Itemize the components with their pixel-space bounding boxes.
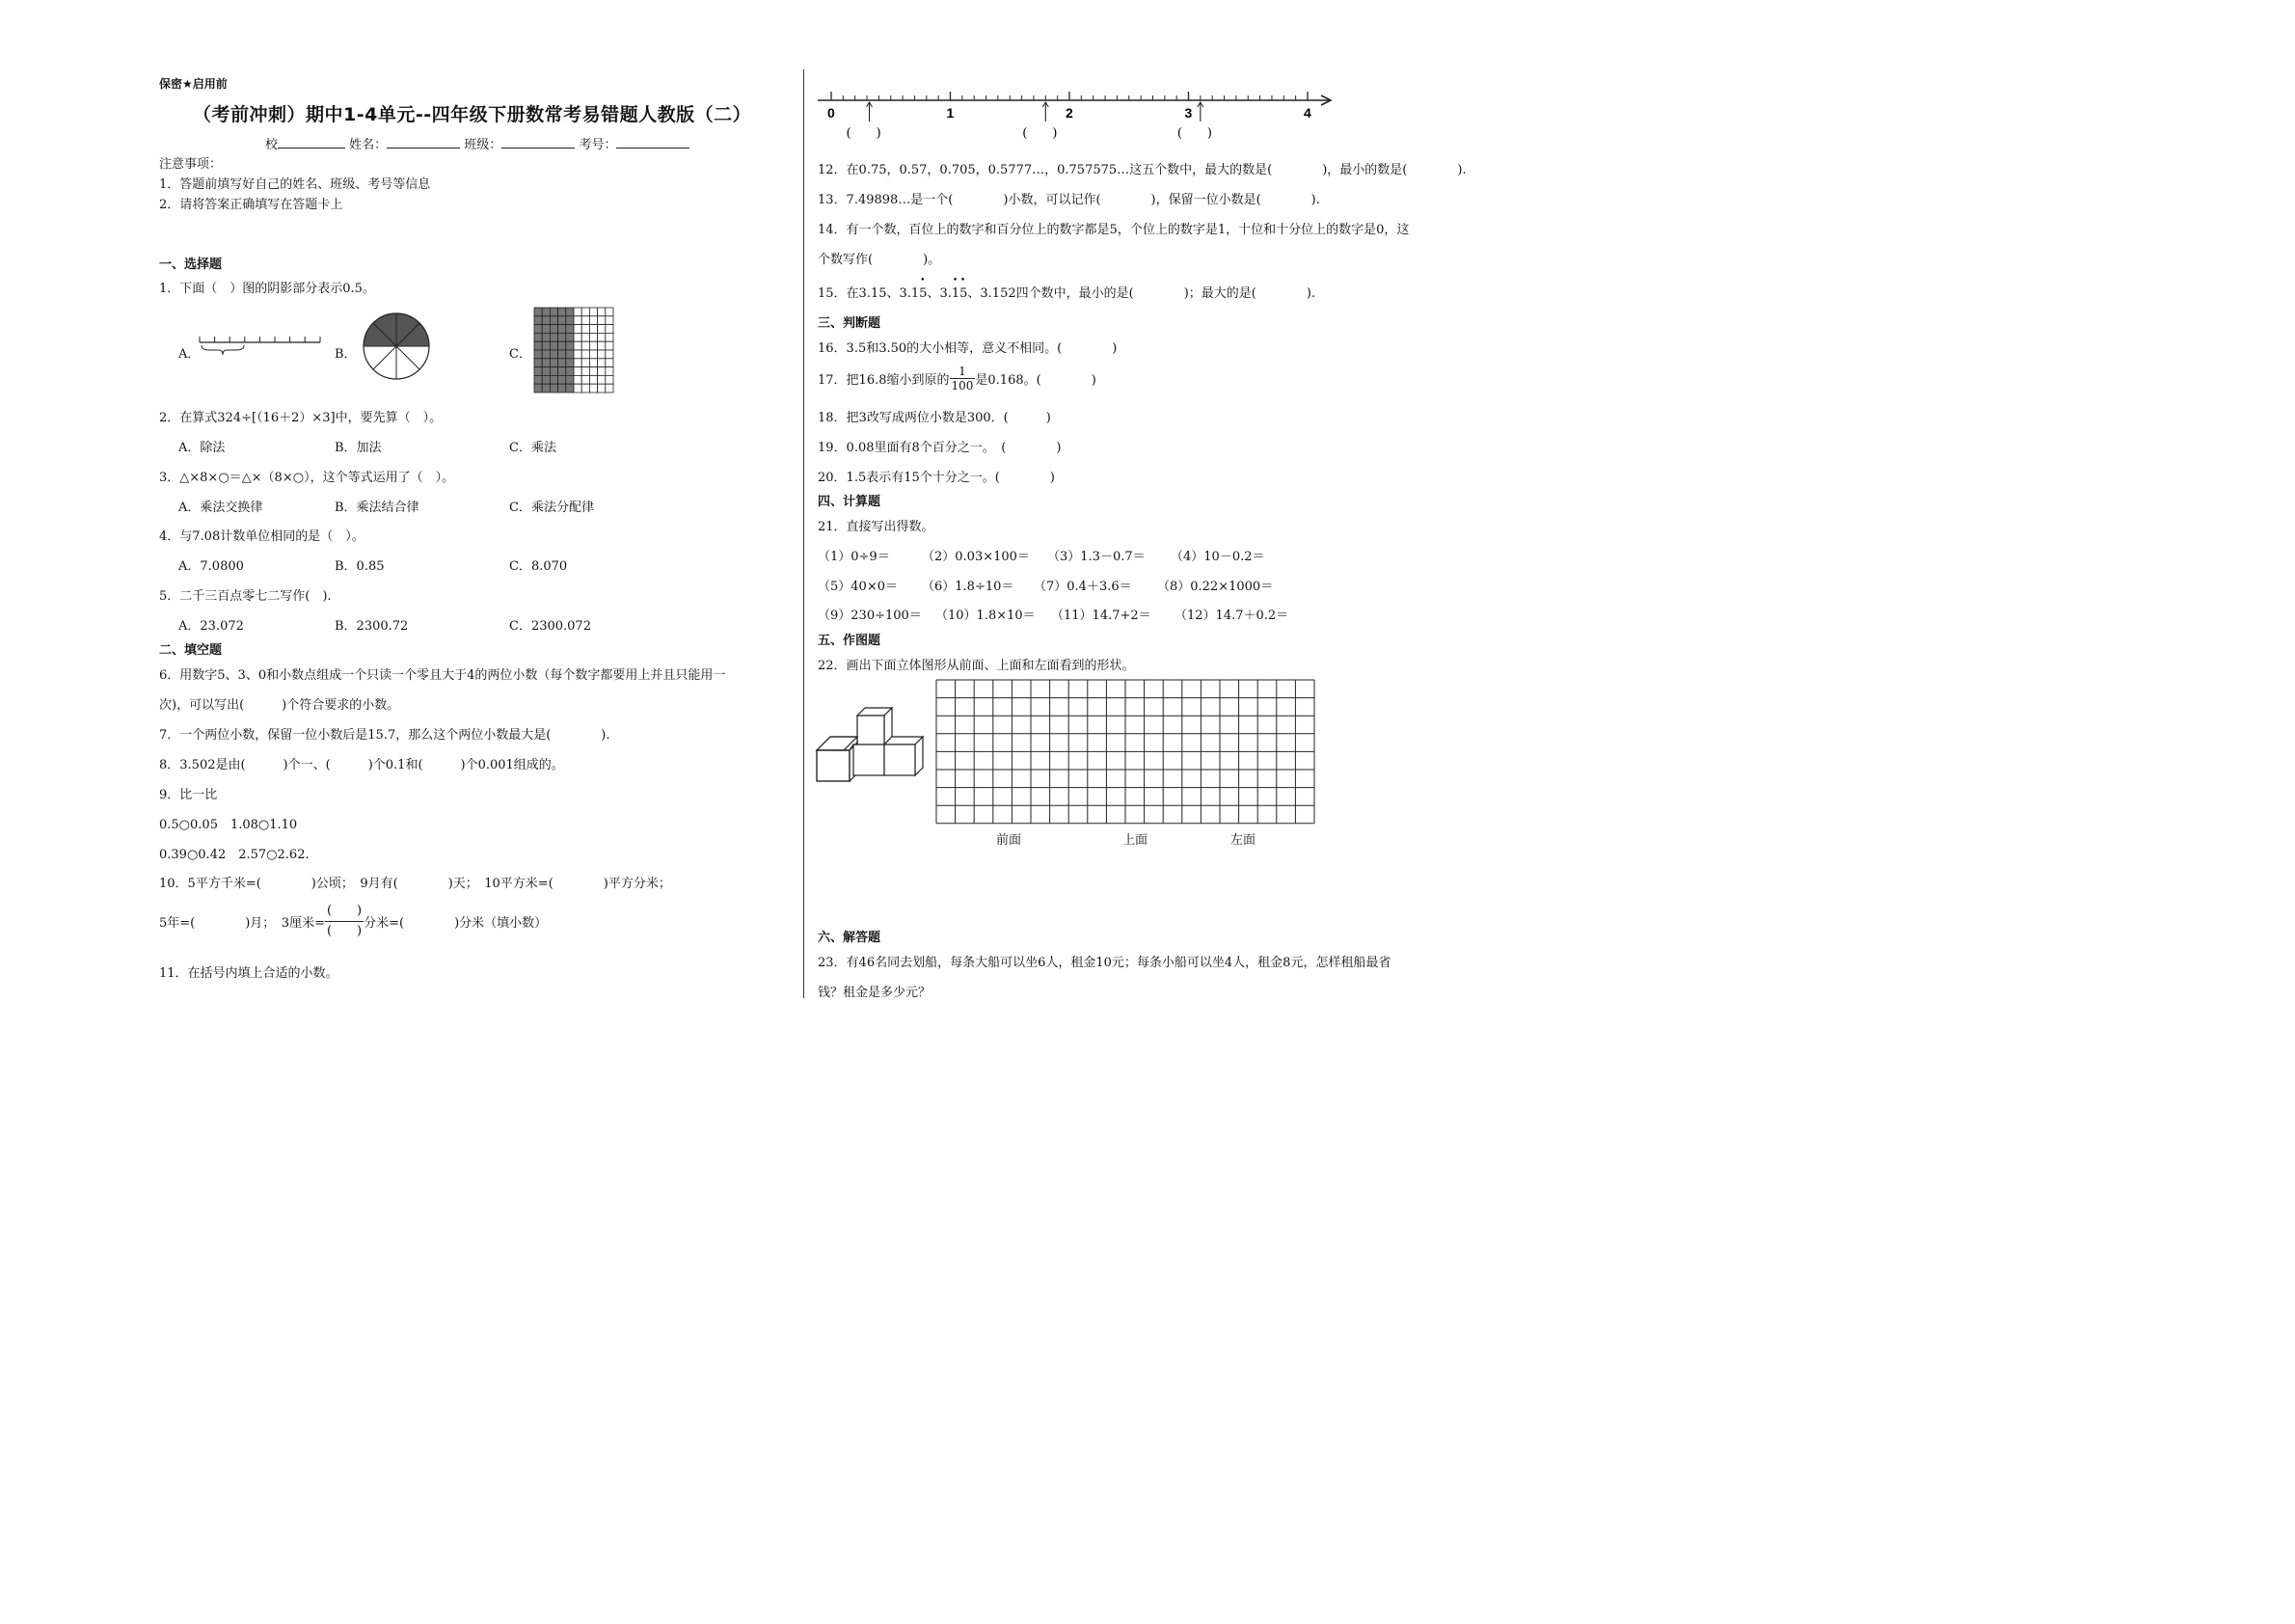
number-line-label: 2 <box>1066 105 1073 121</box>
q21-item: （7）0.4＋3.6＝ <box>1034 580 1132 594</box>
q2-option-b: B．加法 <box>335 441 382 455</box>
q21-item: （5）40×0＝ <box>818 580 898 594</box>
grid-cell <box>542 367 550 376</box>
grid-cell <box>598 316 606 325</box>
q15-part-c: • • 15、3.152四个数中，最小的是( )；最大的是( ). <box>951 276 1316 301</box>
q21-item: （1）0÷9＝ <box>818 550 890 564</box>
number-line-label: 3 <box>1184 105 1193 121</box>
grid-cell <box>589 367 597 376</box>
grid-cell <box>534 341 542 350</box>
q17-part-b: 是0.168。( ) <box>975 373 1096 388</box>
q21-item: （4）10－0.2＝ <box>1171 550 1265 564</box>
q21-item: （9）230÷100＝ <box>818 609 922 623</box>
section-calc: 四、计算题 <box>818 495 881 509</box>
grid-cell <box>598 359 606 367</box>
grid-cell <box>558 308 566 316</box>
q21-stem: 21．直接写出得数。 <box>818 520 934 534</box>
q23-line-1: 23．有46名同去划船，每条大船可以坐6人，租金10元；每条小船可以坐4人，租金8元，怎样租船最省 <box>818 956 1391 970</box>
grid-cell <box>566 308 574 316</box>
q22-drawing-grid[interactable] <box>936 680 1318 826</box>
grid-cell <box>542 341 550 350</box>
info-line <box>265 134 689 152</box>
marker-blank: ( ) <box>1176 126 1213 141</box>
q7-text: 7．一个两位小数，保留一位小数后是15.7，那么这个两位小数最大是( ). <box>159 728 610 743</box>
q4-option-b: B．0.85 <box>335 559 385 574</box>
grid-cell <box>574 333 581 341</box>
grid-cell <box>598 367 606 376</box>
marker-blank: ( ) <box>1022 126 1058 141</box>
grid-cell <box>550 333 557 341</box>
grid-cell <box>542 359 550 367</box>
grid-cell <box>550 341 557 350</box>
q16-text: 16．3.5和3.50的大小相等，意义不相同。( ) <box>818 341 1118 356</box>
grid-cell <box>574 316 581 325</box>
q9-row-1: 0.5○0.05 1.08○1.10 <box>159 818 298 832</box>
grid-cell <box>589 384 597 392</box>
q12-text: 12．在0.75，0.57，0.705，0.5777…，0.757575…这五个数中，最大的数是( )，最小的数是( ). <box>818 163 1467 177</box>
q15-repeat-dot-3: • <box>959 276 966 285</box>
q8-text: 8．3.502是由( )个一、( )个0.1和( )个0.001组成的。 <box>159 758 564 772</box>
grid-cell <box>589 359 597 367</box>
grid-cell <box>606 308 613 316</box>
q3-option-a: A．乘法交换律 <box>178 501 263 515</box>
q2-option-c: C．乘法 <box>509 441 556 455</box>
number-line-label: 0 <box>827 105 835 121</box>
grid-cell <box>606 325 613 334</box>
grid-cell <box>550 367 557 376</box>
grid-cell <box>606 333 613 341</box>
grid-cell <box>589 308 597 316</box>
grid-cell <box>606 384 613 392</box>
grid-cell <box>534 384 542 392</box>
grid-cell <box>598 384 606 392</box>
q5-option-b: B．2300.72 <box>335 619 409 634</box>
grid-cell <box>581 325 589 334</box>
q20-text: 20．1.5表示有15个十分之一。( ) <box>818 471 1055 485</box>
grid-cell <box>542 316 550 325</box>
number-line <box>818 89 1338 143</box>
q15-part-b: • 5、3. <box>919 276 952 301</box>
grid-cell <box>581 350 589 359</box>
q10-line-2 <box>159 902 547 941</box>
grid-cell <box>534 325 542 334</box>
grid-cell <box>581 384 589 392</box>
q4-option-c: C．8.070 <box>509 559 568 574</box>
grid-cell <box>534 375 542 384</box>
exam-no-label: 考号： <box>579 138 617 152</box>
q17-text <box>818 365 1096 392</box>
q14-line-2: 个数写作( )。 <box>818 253 941 267</box>
grid-cell <box>534 359 542 367</box>
grid-cell <box>558 333 566 341</box>
q9-stem: 9．比一比 <box>159 788 218 802</box>
grid-cell <box>574 367 581 376</box>
grid-cell <box>558 341 566 350</box>
q10-frac-den: ( ) <box>326 924 363 938</box>
grid-cell <box>542 325 550 334</box>
q6-line-1: 6．用数字5、3、0和小数点组成一个只读一个零且大于4的两位小数（每个数字都要用上并且只能用一 <box>159 668 726 683</box>
q21-item: （8）0.22×1000＝ <box>1157 580 1274 594</box>
grid-cell <box>606 367 613 376</box>
section-draw: 五、作图题 <box>818 634 881 648</box>
grid-cell <box>558 325 566 334</box>
q1-option-a: A． <box>178 347 201 362</box>
marker-blank: ( ) <box>846 126 881 141</box>
grid-cell <box>574 308 581 316</box>
q21-item: （3）1.3－0.7＝ <box>1047 550 1146 564</box>
grid-cell <box>574 341 581 350</box>
grid-cell <box>598 308 606 316</box>
grid-cell <box>598 325 606 334</box>
class-field[interactable] <box>501 135 575 149</box>
page-title: （考前冲刺）期中1-4单元--四年级下册数常考易错题人教版（二） <box>193 104 752 125</box>
q11-text: 11．在括号内填上合适的小数。 <box>159 966 338 981</box>
grid-cell <box>589 316 597 325</box>
grid-cell <box>534 308 542 316</box>
name-field[interactable] <box>387 135 460 149</box>
section-solve: 六、解答题 <box>818 931 881 945</box>
grid-cell <box>574 359 581 367</box>
grid-cell <box>581 367 589 376</box>
grid-cell <box>558 350 566 359</box>
grid-cell <box>589 350 597 359</box>
q3-stem: 3．△×8×○＝△×（8×○），这个等式运用了（ ）。 <box>159 471 455 485</box>
notice-2: 2．请将答案正确填写在答题卡上 <box>159 198 343 212</box>
q21-item: （2）0.03×100＝ <box>922 550 1030 564</box>
grid-cell <box>589 341 597 350</box>
grid-cell <box>574 384 581 392</box>
q21-item: （6）1.8÷10＝ <box>922 580 1014 594</box>
q21-item: （11）14.7+2＝ <box>1051 609 1151 623</box>
notice-1: 1．答题前填写好自己的姓名、班级、考号等信息 <box>159 177 431 192</box>
grid-cell <box>566 350 574 359</box>
q10-line-1: 10．5平方千米=( )公顷； 9月有( )天； 10平方米=( )平方分米； <box>159 877 671 891</box>
q17-part-a: 17．把16.8缩小到原的 <box>818 373 950 388</box>
q22-cube-figure <box>815 704 926 786</box>
grid-cell <box>606 316 613 325</box>
q15-repeat-dot-1: • <box>920 276 926 285</box>
q22-stem: 22．画出下面立体图形从前面、上面和左面看到的形状。 <box>818 659 1135 673</box>
grid-cell <box>581 333 589 341</box>
q3-option-c: C．乘法分配律 <box>509 501 594 515</box>
grid-cell <box>558 359 566 367</box>
grid-cell <box>598 350 606 359</box>
grid-cell <box>550 308 557 316</box>
grid-cell <box>534 333 542 341</box>
q10-part-a: 5年=( )月； 3厘米= <box>159 916 325 931</box>
grid-cell <box>534 367 542 376</box>
grid-cell <box>581 375 589 384</box>
grid-cell <box>550 384 557 392</box>
grid-cell <box>581 359 589 367</box>
grid-cell <box>574 325 581 334</box>
q5-option-c: C．2300.072 <box>509 619 591 634</box>
section-choice: 一、选择题 <box>159 257 223 272</box>
q1-segment-figure <box>198 333 323 362</box>
grid-cell <box>550 325 557 334</box>
grid-cell <box>558 367 566 376</box>
section-fill: 二、填空题 <box>159 643 223 658</box>
q1-circle-figure <box>362 311 431 381</box>
section-judge: 三、判断题 <box>818 316 881 331</box>
grid-cell <box>606 341 613 350</box>
q15-text <box>818 276 1316 301</box>
class-label: 班级： <box>464 138 502 152</box>
grid-cell <box>550 359 557 367</box>
q10-frac-num: ( ) <box>325 902 364 922</box>
grid-cell <box>566 384 574 392</box>
grid-cell <box>542 333 550 341</box>
grid-cell <box>606 375 613 384</box>
q22-label-left: 左面 <box>1230 832 1256 847</box>
q17-frac-den: 100 <box>951 379 974 392</box>
grid-cell <box>558 384 566 392</box>
grid-cell <box>542 350 550 359</box>
notice-title: 注意事项： <box>159 157 223 172</box>
name-label: 姓名： <box>349 138 388 152</box>
q13-text: 13．7.49898…是一个( )小数，可以记作( )，保留一位小数是( ). <box>818 193 1320 207</box>
grid-cell <box>542 308 550 316</box>
q15-part-a: 15．在3.15、3.1 <box>818 286 920 301</box>
q4-option-a: A．7.0800 <box>178 559 244 574</box>
grid-cell <box>589 375 597 384</box>
q1-option-c: C． <box>509 347 531 362</box>
grid-cell <box>566 325 574 334</box>
exam-no-field[interactable] <box>616 135 689 149</box>
grid-cell <box>566 359 574 367</box>
grid-cell <box>598 375 606 384</box>
grid-cell <box>566 367 574 376</box>
q22-label-front: 前面 <box>996 832 1022 847</box>
grid-cell <box>598 341 606 350</box>
grid-cell <box>534 350 542 359</box>
grid-cell <box>589 333 597 341</box>
grid-cell <box>558 375 566 384</box>
grid-cell <box>566 375 574 384</box>
school-field[interactable] <box>278 135 345 149</box>
grid-cell <box>589 325 597 334</box>
q2-option-a: A．除法 <box>178 441 226 455</box>
q4-stem: 4．与7.08计数单位相同的是（ ）。 <box>159 529 364 544</box>
grid-cell <box>558 316 566 325</box>
grid-cell <box>566 333 574 341</box>
q14-line-1: 14．有一个数，百位上的数字和百分位上的数字都是5，个位上的数字是1，十位和十分位上的数字是0，这 <box>818 223 1410 237</box>
q6-line-2: 次)，可以写出( )个符合要求的小数。 <box>159 698 400 713</box>
q10-part-b: 分米=( )分米（填小数） <box>364 916 548 931</box>
grid-cell <box>550 316 557 325</box>
number-line-label: 4 <box>1304 105 1311 121</box>
q19-text: 19．0.08里面有8个百分之一。 ( ) <box>818 441 1062 455</box>
school-label: 校 <box>265 138 279 152</box>
grid-cell <box>566 316 574 325</box>
q3-option-b: B．乘法结合律 <box>335 501 419 515</box>
q2-stem: 2．在算式324÷[（16＋2）×3]中，要先算（ ）。 <box>159 411 443 425</box>
column-divider <box>803 69 804 998</box>
q17-frac-num: 1 <box>950 365 976 379</box>
grid-cell <box>542 384 550 392</box>
q9-row-2: 0.39○0.42 2.57○2.62. <box>159 848 310 862</box>
grid-cell <box>606 359 613 367</box>
grid-cell <box>606 350 613 359</box>
q15-repeat-dot-2: • <box>952 276 958 285</box>
grid-cell <box>566 341 574 350</box>
q5-option-a: A．23.072 <box>178 619 244 634</box>
q21-item: （10）1.8×10＝ <box>935 609 1036 623</box>
q21-item: （12）14.7＋0.2＝ <box>1174 609 1289 623</box>
grid-cell <box>534 316 542 325</box>
grid-cell <box>550 350 557 359</box>
grid-cell <box>598 333 606 341</box>
q18-text: 18．把3改写成两位小数是300．( ) <box>818 411 1051 425</box>
grid-cell <box>574 350 581 359</box>
grid-cell <box>581 341 589 350</box>
grid-cell <box>542 375 550 384</box>
q1-grid-figure <box>534 308 615 394</box>
q1-stem: 1．下面（ ）图的阴影部分表示0.5。 <box>159 282 375 296</box>
secret-label: 保密★启用前 <box>159 77 228 91</box>
q1-option-b: B． <box>335 347 357 362</box>
q22-label-top: 上面 <box>1122 832 1148 847</box>
q23-line-2: 钱？租金是多少元？ <box>818 986 932 1000</box>
grid-cell <box>574 375 581 384</box>
grid-cell <box>581 308 589 316</box>
grid-cell <box>550 375 557 384</box>
number-line-label: 1 <box>946 105 955 121</box>
grid-cell <box>581 316 589 325</box>
q5-stem: 5．二千三百点零七二写作( ). <box>159 589 332 604</box>
